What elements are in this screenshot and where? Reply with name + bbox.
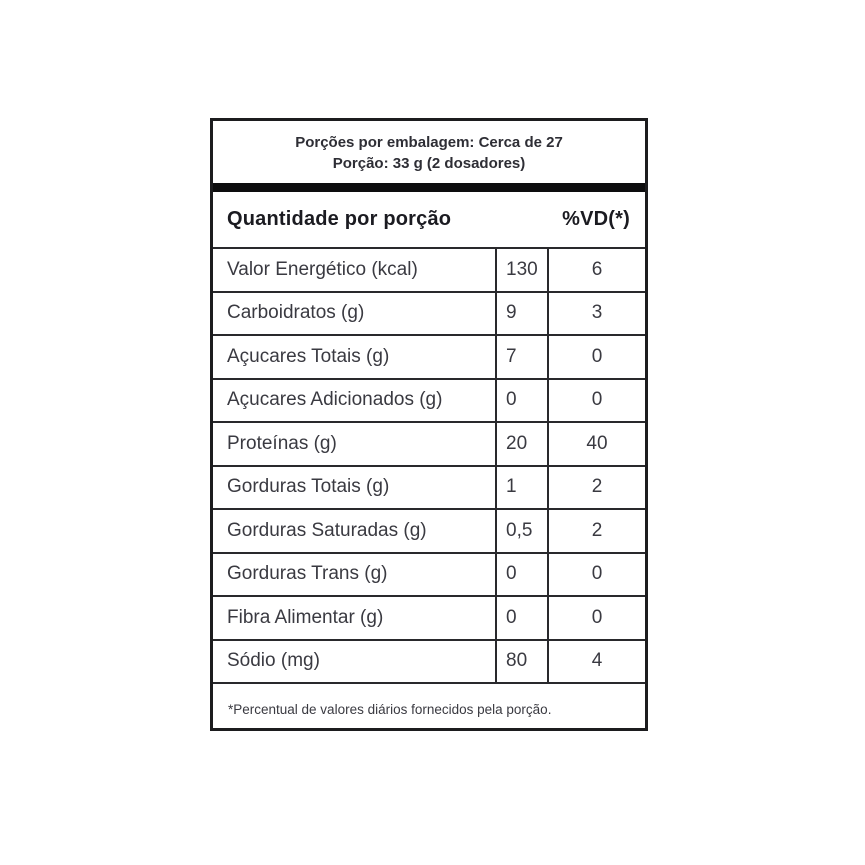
table-row (213, 291, 645, 335)
nutrient-label: Sódio (mg) (227, 650, 320, 672)
nutrient-quantity: 0 (495, 554, 547, 596)
nutrient-vd: 0 (547, 380, 645, 422)
nutrient-vd: 2 (547, 467, 645, 509)
nutrient-label: Açucares Totais (g) (227, 345, 390, 367)
nutrient-label: Fibra Alimentar (g) (227, 606, 384, 628)
nutrient-label: Valor Energético (kcal) (227, 258, 418, 280)
column-header-row (213, 192, 645, 247)
serving-info (213, 121, 645, 183)
table-row (213, 508, 645, 552)
nutrient-quantity: 9 (495, 293, 547, 335)
quantity-column-header: Quantidade por porção (227, 208, 452, 230)
nutrient-label: Gorduras Trans (g) (227, 563, 388, 585)
nutrient-vd: 3 (547, 293, 645, 335)
daily-value-footnote: *Percentual de valores diários fornecidos pela porção. (213, 682, 645, 728)
nutrient-quantity: 0 (495, 380, 547, 422)
nutrient-label: Proteínas (g) (227, 432, 337, 454)
nutrient-quantity: 7 (495, 336, 547, 378)
nutrient-vd: 0 (547, 336, 645, 378)
nutrient-quantity: 0 (495, 597, 547, 639)
nutrition-facts-table (210, 118, 648, 731)
table-row (213, 595, 645, 639)
nutrient-quantity: 80 (495, 641, 547, 683)
table-row (213, 639, 645, 683)
nutrient-vd: 40 (547, 423, 645, 465)
nutrient-quantity: 20 (495, 423, 547, 465)
table-row (213, 421, 645, 465)
nutrient-label: Gorduras Saturadas (g) (227, 519, 427, 541)
serving-size: Porção: 33 g (2 dosadores) (332, 155, 526, 172)
nutrient-quantity: 130 (495, 249, 547, 291)
table-row (213, 465, 645, 509)
table-row (213, 552, 645, 596)
table-row (213, 247, 645, 291)
nutrient-vd: 0 (547, 597, 645, 639)
nutrient-label: Carboidratos (g) (227, 302, 365, 324)
nutrient-quantity: 1 (495, 467, 547, 509)
nutrient-rows (213, 247, 645, 682)
thick-divider-bar (213, 183, 645, 192)
nutrient-vd: 0 (547, 554, 645, 596)
vd-column-header: %VD(*) (562, 208, 630, 230)
nutrient-vd: 4 (547, 641, 645, 683)
nutrient-label: Açucares Adicionados (g) (227, 389, 443, 411)
table-row (213, 378, 645, 422)
nutrient-quantity: 0,5 (495, 510, 547, 552)
nutrient-vd: 2 (547, 510, 645, 552)
nutrient-label: Gorduras Totais (g) (227, 476, 390, 498)
nutrient-vd: 6 (547, 249, 645, 291)
servings-per-package: Porções por embalagem: Cerca de 27 (295, 134, 563, 151)
table-row (213, 334, 645, 378)
